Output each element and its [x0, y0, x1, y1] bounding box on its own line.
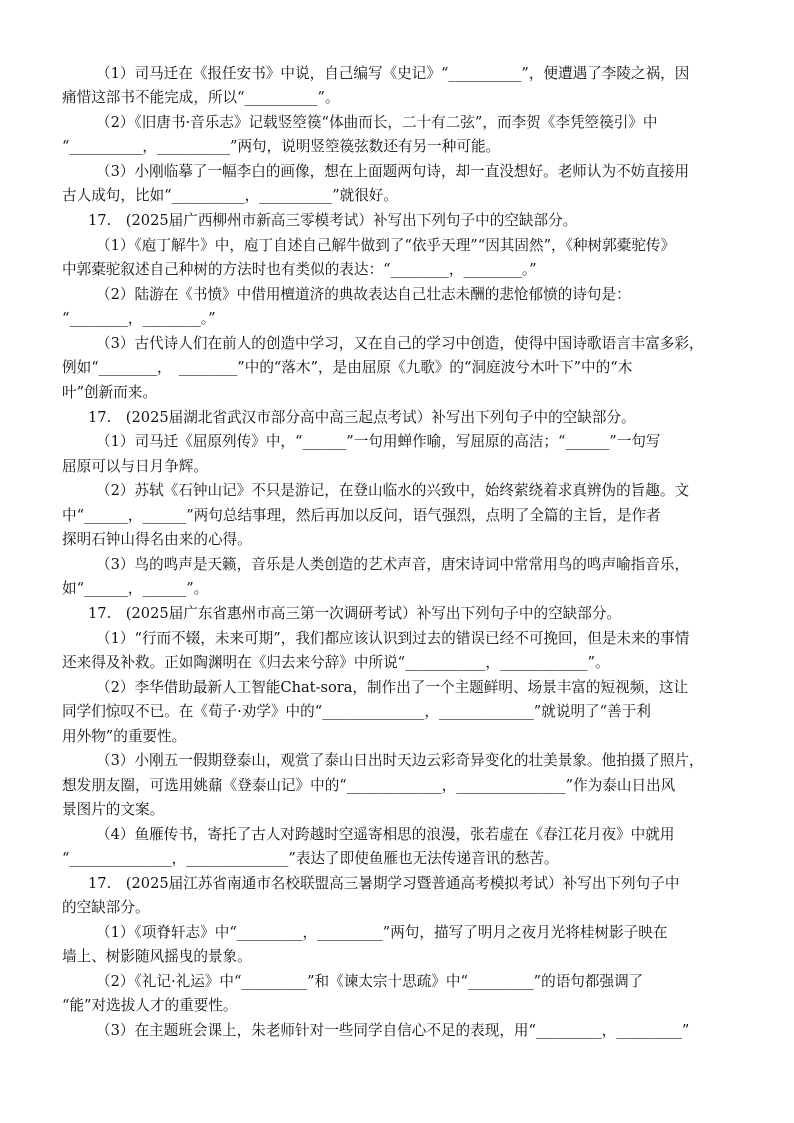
text-line: 想发朋友圈，可选用姚鼐《登泰山记》中的“_____________，_______________”作为泰山日出风 — [62, 777, 676, 794]
text-line: 还来得及补救。正如陶渊明在《归去来兮辞》中所说“___________，____________”。 — [62, 654, 610, 671]
text-line: 古人成句，比如“__________，__________”就很好。 — [62, 187, 398, 204]
text-line: （3）在主题班会课上，朱老师针对一些同学自信心不足的表现，用“_________，_________” — [96, 1022, 690, 1039]
text-line: “______________，______________”表达了即使鱼雁也无法传递音讯的愁苦。 — [62, 850, 559, 867]
text-line: （2）陆游在《书愤》中借用檀道济的典故表达自己壮志未酬的悲怆郁愤的诗句是： — [96, 286, 631, 303]
text-line: 景图片的文案。 — [62, 801, 165, 818]
text-line: （2）苏轼《石钟山记》不只是游记，在登山临水的兴致中，始终萦绕着求真辨伪的旨趣。文 — [96, 482, 690, 499]
text-line: 叶”创新而来。 — [62, 384, 158, 401]
text-line: （2）李华借助最新人工智能Chat-sora，制作出了一个主题鲜明、场景丰富的短视频，这让 — [96, 679, 689, 696]
text-line: 屈原可以与日月争辉。 — [62, 458, 208, 475]
text-line: 例如“________， ________”中的“落木”，是由屈原《九歌》的“洞庭波兮木叶下”中的“木 — [62, 359, 633, 376]
text-line: 探明石钟山得名由来的心得。 — [62, 531, 252, 548]
text-line: 用外物”的重要性。 — [62, 728, 187, 745]
section-heading: 17. (2025届广东省惠州市高三第一次调研考试）补写出下列句子中的空缺部分。 — [88, 605, 622, 622]
text-line: “__________，__________”两句，说明竖箜篌弦数还有另一种可能。 — [62, 138, 501, 155]
text-line: 中郭橐驼叙述自己种树的方法时也有类似的表达：“________，________。” — [62, 261, 537, 278]
section-heading: 17. (2025届江苏省南通市名校联盟高三暑期学习暨普通高考模拟考试）补写出下列句子中 — [88, 875, 680, 892]
text-line: 墙上、树影随风摇曳的景象。 — [62, 948, 252, 965]
text-line: （3）古代诗人们在前人的创造中学习，又在自己的学习中创造，使得中国诗歌语言丰富多彩， — [96, 335, 704, 352]
text-line: 中“______，______”两句总结事理，然后再加以反问，语气强烈，点明了全篇的主旨，是作者 — [62, 507, 661, 524]
text-line: （3）鸟的鸣声是天籁，音乐是人类创造的艺术声音，唐宋诗词中常常用鸟的鸣声喻指音乐， — [96, 556, 690, 573]
text-line: 痛惜这部书不能完成，所以“__________”。 — [62, 89, 340, 106]
text-line: 如“______，______”。 — [62, 580, 209, 597]
text-line: （1）司马迁《屈原列传》中，“______”一句用蝉作喻，写屈原的高洁；“______”一句写 — [96, 433, 661, 450]
text-line: （3）小刚五一假期登泰山，观赏了泰山日出时天边云彩奇异变化的壮美景象。他拍摄了照片， — [96, 752, 704, 769]
section-heading: 17. (2025届湖北省武汉市部分高中高三起点考试）补写出下列句子中的空缺部分。 — [88, 409, 636, 426]
text-line: 的空缺部分。 — [62, 899, 150, 916]
text-line: （1）《项脊轩志》中“_________，_________”两句，描写了明月之夜月光将桂树影子映在 — [96, 924, 668, 941]
text-line: （1）“行而不辍，未来可期”，我们都应该认识到过去的错误已经不可挽回，但是未来的事情 — [96, 630, 690, 647]
text-line: （1）司马迁在《报任安书》中说，自己编写《史记》“__________”，便遭遇了李陵之祸，因 — [96, 65, 690, 82]
text-line: “________，________。” — [62, 310, 216, 327]
text-line: （3）小刚临摹了一幅李白的画像，想在上面题两句诗，却一直没想好。老师认为不妨直接用 — [96, 163, 690, 180]
text-line: （1）《庖丁解牛》中，庖丁自述自己解牛做到了“依乎天理”“因其固然”，《种树郭橐驼传》 — [96, 237, 676, 254]
text-line: （2）《旧唐书·音乐志》记载竖箜篌“体曲而长，二十有二弦”，而李贺《李凭箜篌引》中 — [96, 114, 658, 131]
text-line: （2）《礼记·礼运》中“_________”和《谏太宗十思疏》中“_________”的语句都强调了 — [96, 973, 644, 990]
text-line: “能”对选拔人才的重要性。 — [62, 997, 238, 1014]
text-line: 同学们惊叹不已。在《荀子·劝学》中的“______________，_____________”就说明了“善于利 — [62, 703, 651, 720]
text-line: （4）鱼雁传书，寄托了古人对跨越时空遥寄相思的浪漫，张若虚在《春江花月夜》中就用 — [96, 826, 675, 843]
section-heading: 17. (2025届广西柳州市新高三零模考试）补写出下列句子中的空缺部分。 — [88, 212, 578, 229]
